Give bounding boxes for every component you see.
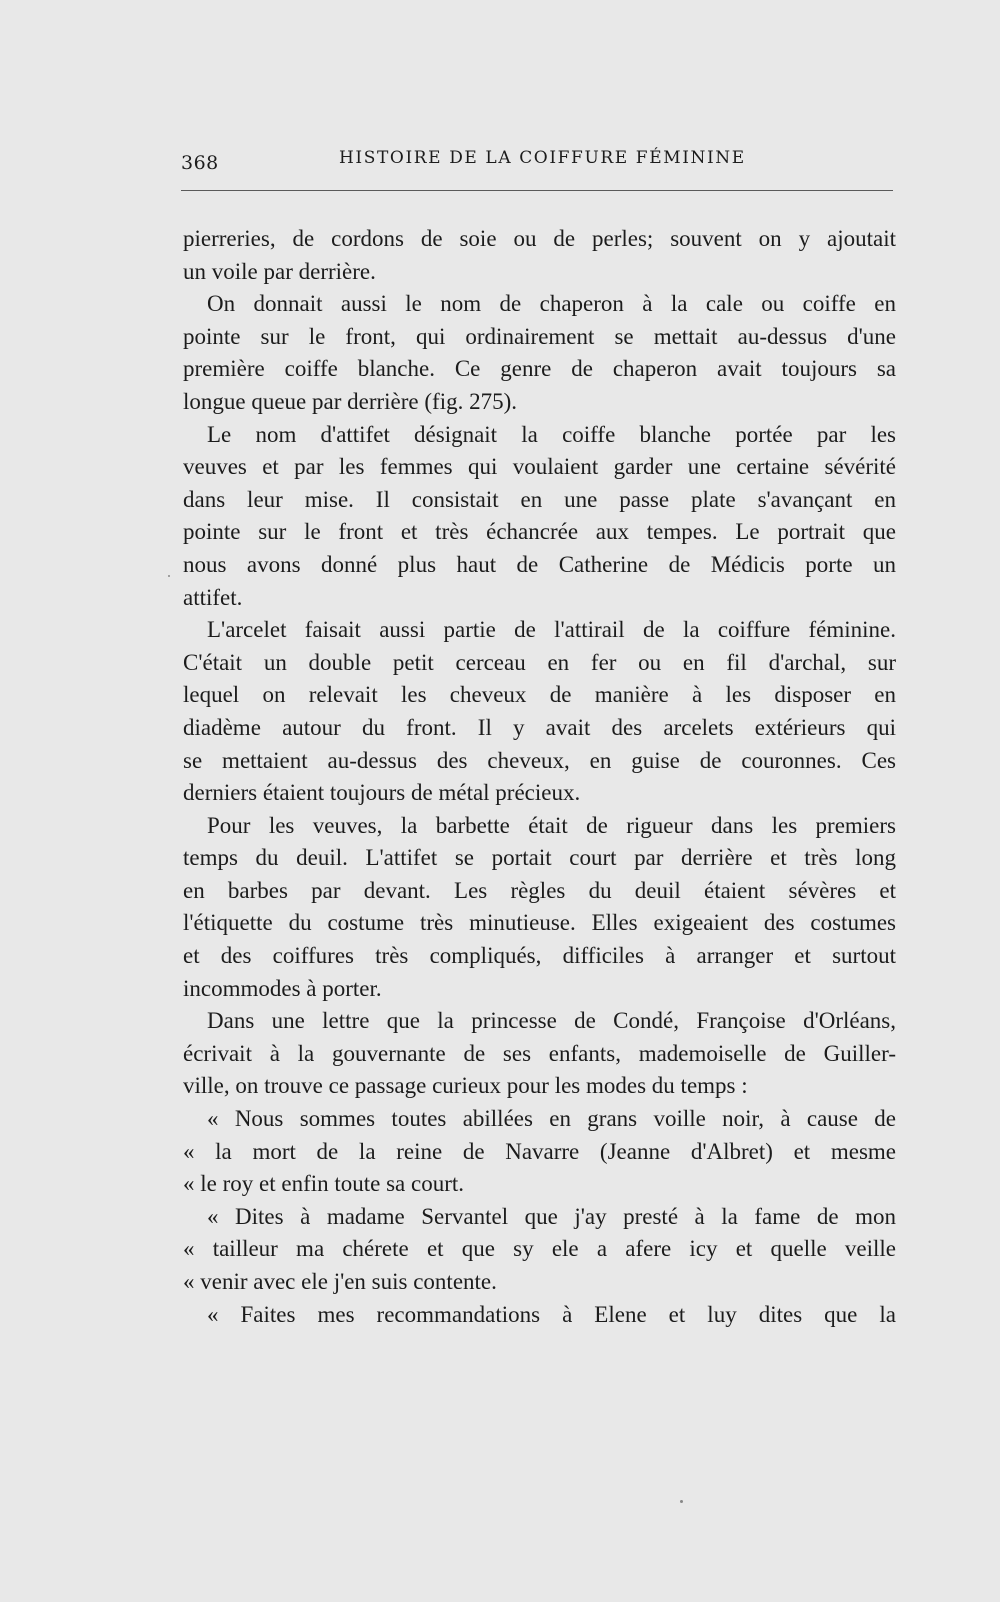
text-line: C'était un double petit cerceau en fer ou en fil d'archal, sur [183,649,896,675]
text-line: derniers étaient toujours de métal précieux. [183,780,581,806]
text-line: en barbes par devant. Les règles du deuil étaient sévères et [183,877,896,903]
text-line: « Dites à madame Servantel que j'ay presté à la fame de mon [207,1203,896,1229]
text-line: « venir avec ele j'en suis contente. [183,1269,497,1294]
text-line: « la mort de la reine de Navarre (Jeanne d'Albret) et mesme [183,1138,896,1164]
text-line: « Faites mes recommandations à Elene et luy dites que la [207,1301,896,1327]
paper-speck [680,1500,683,1503]
text-line: lequel on relevait les cheveux de manière à les disposer en [183,682,896,708]
text-line: attifet. [183,584,243,610]
paper-speck [168,575,170,577]
text-line: pierreries, de cordons de soie ou de perles; souvent on y ajoutait [183,226,896,251]
text-line: un voile par derrière. [183,258,376,284]
running-title: HISTOIRE DE LA COIFFURE FÉMININE [339,148,746,168]
text-line: « tailleur ma chérete et que sy ele a afere icy et quelle veille [183,1236,896,1262]
text-line: diadème autour du front. Il y avait des arcelets extérieurs qui [183,714,896,740]
text-line: L'arcelet faisait aussi partie de l'attirail de la coiffure féminine. [207,617,896,643]
page-number: 368 [181,152,219,174]
text-line: l'étiquette du costume très minutieuse. Elles exigeaient des costumes [183,910,896,936]
page-header [181,148,881,178]
text-line: ville, on trouve ce passage curieux pour les modes du temps : [183,1073,748,1099]
text-line: et des coiffures très compliqués, difficiles à arranger et surtout [183,943,896,969]
text-line: écrivait à la gouvernante de ses enfants, mademoiselle de Guiller- [183,1040,896,1066]
body-text [183,223,896,1331]
text-line: se mettaient au-dessus des cheveux, en guise de couronnes. Ces [183,747,896,773]
text-line: On donnait aussi le nom de chaperon à la cale ou coiffe en [207,291,896,317]
header-rule [181,190,893,191]
text-line: dans leur mise. Il consistait en une passe plate s'avançant en [183,486,896,512]
text-line: Dans une lettre que la princesse de Condé, Françoise d'Orléans, [207,1008,896,1034]
text-line: incommodes à porter. [183,975,382,1001]
text-line: longue queue par derrière (fig. 275). [183,388,517,414]
text-line: première coiffe blanche. Ce genre de chaperon avait toujours sa [183,356,896,382]
text-line: Pour les veuves, la barbette était de rigueur dans les premiers [207,812,896,838]
text-line: Le nom d'attifet désignait la coiffe blanche portée par les [207,421,896,447]
text-line: pointe sur le front, qui ordinairement se mettait au-dessus d'une [183,323,896,349]
text-line: nous avons donné plus haut de Catherine de Médicis porte un [183,551,896,577]
text-line: « le roy et enfin toute sa court. [183,1171,465,1197]
text-line: temps du deuil. L'attifet se portait court par derrière et très long [183,845,896,871]
text-line: « Nous sommes toutes abillées en grans voille noir, à cause de [207,1106,896,1132]
text-line: veuves et par les femmes qui voulaient garder une certaine sévérité [183,454,896,480]
text-line: pointe sur le front et très échancrée aux tempes. Le portrait que [183,519,896,545]
